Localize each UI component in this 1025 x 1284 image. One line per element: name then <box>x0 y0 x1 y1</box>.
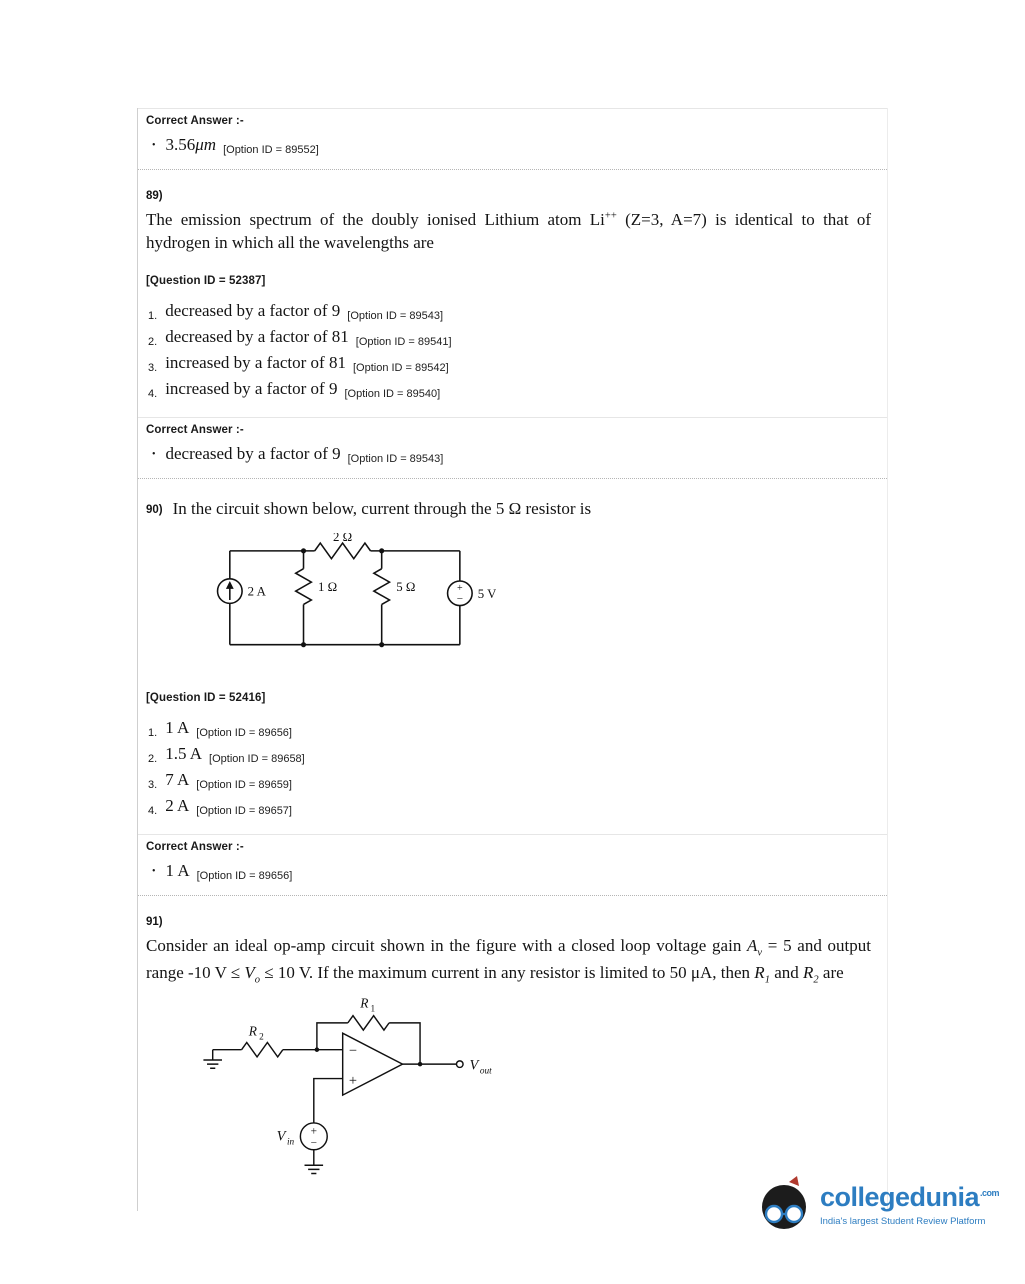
wire <box>314 1078 343 1122</box>
correct-answer-value <box>146 135 875 155</box>
answer-text: 3.56 <box>165 135 196 154</box>
option-3 <box>146 353 875 379</box>
math-var: R <box>754 962 765 982</box>
option-4 <box>146 796 875 822</box>
label-vin-sub: in <box>286 1137 295 1148</box>
math-sub: 2 <box>813 974 819 986</box>
correct-answer-label: Correct Answer :- <box>146 423 244 436</box>
bullet-icon: • <box>152 865 156 877</box>
question-header <box>146 499 875 519</box>
mascot-glasses-left <box>766 1206 782 1222</box>
option-text: increased by a factor of 9 <box>165 378 338 398</box>
resistor-r2-symbol <box>242 1042 283 1056</box>
exam-content <box>137 108 888 1211</box>
option-4 <box>146 379 875 405</box>
correct-answer-label: Correct Answer :- <box>146 115 244 127</box>
bullet-icon: • <box>152 448 156 460</box>
bullet-icon: • <box>152 140 156 151</box>
math-var: V <box>244 962 255 982</box>
question-text-part: = 5 and output range -10 V ≤ <box>146 935 871 982</box>
option-text: 7 A <box>165 769 190 789</box>
node-dot <box>379 548 384 553</box>
label-vout: V <box>469 1057 479 1074</box>
question-number: 91) <box>146 915 163 928</box>
question-number: 90) <box>146 503 163 516</box>
label-r2: R <box>248 1023 258 1039</box>
collegedunia-logo[interactable] <box>757 1176 999 1234</box>
node-dot <box>418 1062 423 1067</box>
option-id: [Option ID = 89659] <box>196 778 292 791</box>
math-sub: v <box>757 947 763 959</box>
answer-text: 1 A <box>165 860 190 880</box>
question-90 <box>138 479 887 834</box>
node-dot <box>301 548 306 553</box>
option-number: 2. <box>148 752 158 765</box>
resistor-5ohm-symbol <box>374 569 390 605</box>
option-id: [Option ID = 89552] <box>223 144 319 156</box>
math-var: R <box>803 962 814 982</box>
ground-symbol <box>203 1060 222 1068</box>
opamp-circuit-figure <box>198 994 508 1190</box>
question-text-part: and <box>769 962 803 982</box>
minus-sign: − <box>456 593 463 606</box>
resistor-circuit-figure <box>216 533 496 667</box>
option-text: increased by a factor of 81 <box>165 352 346 372</box>
option-id: [Option ID = 89656] <box>196 726 292 739</box>
option-text: decreased by a factor of 81 <box>165 326 349 346</box>
vout-node <box>456 1061 463 1068</box>
option-id: [Option ID = 89543] <box>347 452 444 465</box>
math-sub: o <box>254 974 261 986</box>
opamp-minus-sign: − <box>348 1042 358 1059</box>
label-5v: 5 V <box>477 586 496 601</box>
correct-answer-value <box>146 444 875 464</box>
option-text: 2 A <box>165 795 190 815</box>
correct-answer-block-90 <box>138 835 887 895</box>
question-text-part: Consider an ideal op-amp circuit shown in the figure with a closed loop voltage gain <box>146 935 748 955</box>
answer-text: decreased by a factor of 9 <box>165 443 341 463</box>
option-id: [Option ID = 89657] <box>196 804 292 817</box>
option-text: 1.5 A <box>165 743 203 763</box>
option-id: [Option ID = 89542] <box>352 361 449 374</box>
superscript: ++ <box>604 210 617 222</box>
question-91 <box>138 896 887 1211</box>
label-r1: R <box>360 995 369 1011</box>
question-id: [Question ID = 52416] <box>146 691 266 704</box>
mascot-glasses-right <box>786 1206 802 1222</box>
resistor-1ohm-symbol <box>296 569 312 605</box>
option-id: [Option ID = 89543] <box>347 309 443 322</box>
option-id: [Option ID = 89656] <box>196 869 293 882</box>
option-number: 1. <box>148 309 158 322</box>
math-var: A <box>747 935 758 955</box>
label-2a: 2 A <box>247 584 266 599</box>
question-text-part: are <box>818 962 844 982</box>
question-text-part: ≤ 10 V. If the maximum current in any resistor is limited to 50 μA, then <box>260 962 755 982</box>
option-number: 3. <box>148 361 158 374</box>
ground-symbol <box>305 1165 324 1173</box>
question-text <box>146 934 875 988</box>
label-r1-sub: 1 <box>370 1004 376 1015</box>
resistor-2ohm-symbol <box>315 543 371 559</box>
node-dot <box>379 642 384 647</box>
question-text: In the circuit shown below, current through the 5 Ω resistor is <box>172 498 592 518</box>
correct-answer-label: Correct Answer :- <box>146 840 244 853</box>
question-89 <box>138 170 887 417</box>
option-id: [Option ID = 89540] <box>344 387 441 400</box>
question-text-part: The emission spectrum of the doubly ionised Lithium atom Li <box>146 210 605 229</box>
label-2ohm: 2 Ω <box>333 532 353 544</box>
node-dot <box>301 642 306 647</box>
option-id: [Option ID = 89541] <box>355 335 452 348</box>
label-r2-sub: 2 <box>259 1032 264 1043</box>
option-2 <box>146 327 875 353</box>
question-id: [Question ID = 52387] <box>146 274 266 287</box>
label-1ohm: 1 Ω <box>318 579 338 594</box>
correct-answer-block-89 <box>138 418 887 478</box>
option-id: [Option ID = 89658] <box>209 752 305 765</box>
resistor-r1-symbol <box>348 1015 389 1029</box>
options-list <box>146 301 875 405</box>
circuit-diagram-q91 <box>198 994 875 1195</box>
correct-answer-block-88 <box>138 109 887 169</box>
option-1 <box>146 718 875 744</box>
option-number: 3. <box>148 778 158 791</box>
src-minus-sign: − <box>310 1137 317 1150</box>
options-list <box>146 718 875 822</box>
option-number: 2. <box>148 335 158 348</box>
current-arrowhead <box>226 581 234 589</box>
brand-word: collegedunia <box>819 1181 979 1212</box>
option-number: 4. <box>148 804 158 817</box>
mascot-hair <box>789 1176 799 1186</box>
math-sub: 1 <box>764 974 770 986</box>
opamp-plus-sign: + <box>348 1072 358 1089</box>
src-plus-sign: + <box>310 1125 317 1138</box>
brand-name <box>819 1181 999 1212</box>
answer-unit: μm <box>195 135 217 154</box>
brand-tld: .com <box>979 1187 999 1198</box>
node-dot <box>315 1047 320 1052</box>
option-number: 4. <box>148 387 158 400</box>
option-1 <box>146 301 875 327</box>
label-5ohm: 5 Ω <box>396 579 416 594</box>
circuit-diagram-q90 <box>216 533 875 672</box>
plus-sign: + <box>457 582 463 594</box>
brand-text-wrap <box>819 1181 999 1227</box>
option-3 <box>146 770 875 796</box>
option-number: 1. <box>148 726 158 739</box>
mascot-icon <box>757 1176 811 1234</box>
question-number: 89) <box>146 190 163 202</box>
option-text: 1 A <box>165 717 190 737</box>
brand-tagline: India's largest Student Review Platform <box>819 1215 986 1227</box>
question-text <box>146 208 875 255</box>
option-text: decreased by a factor of 9 <box>165 300 341 320</box>
feedback-wire <box>389 1023 420 1064</box>
label-vin: V <box>276 1128 286 1145</box>
label-vout-sub: out <box>479 1066 492 1077</box>
option-2 <box>146 744 875 770</box>
correct-answer-value <box>146 861 875 881</box>
question-text-part: (Z=3, A=7) is identical to that of hydrogen in which all the wavelengths are <box>146 210 872 253</box>
